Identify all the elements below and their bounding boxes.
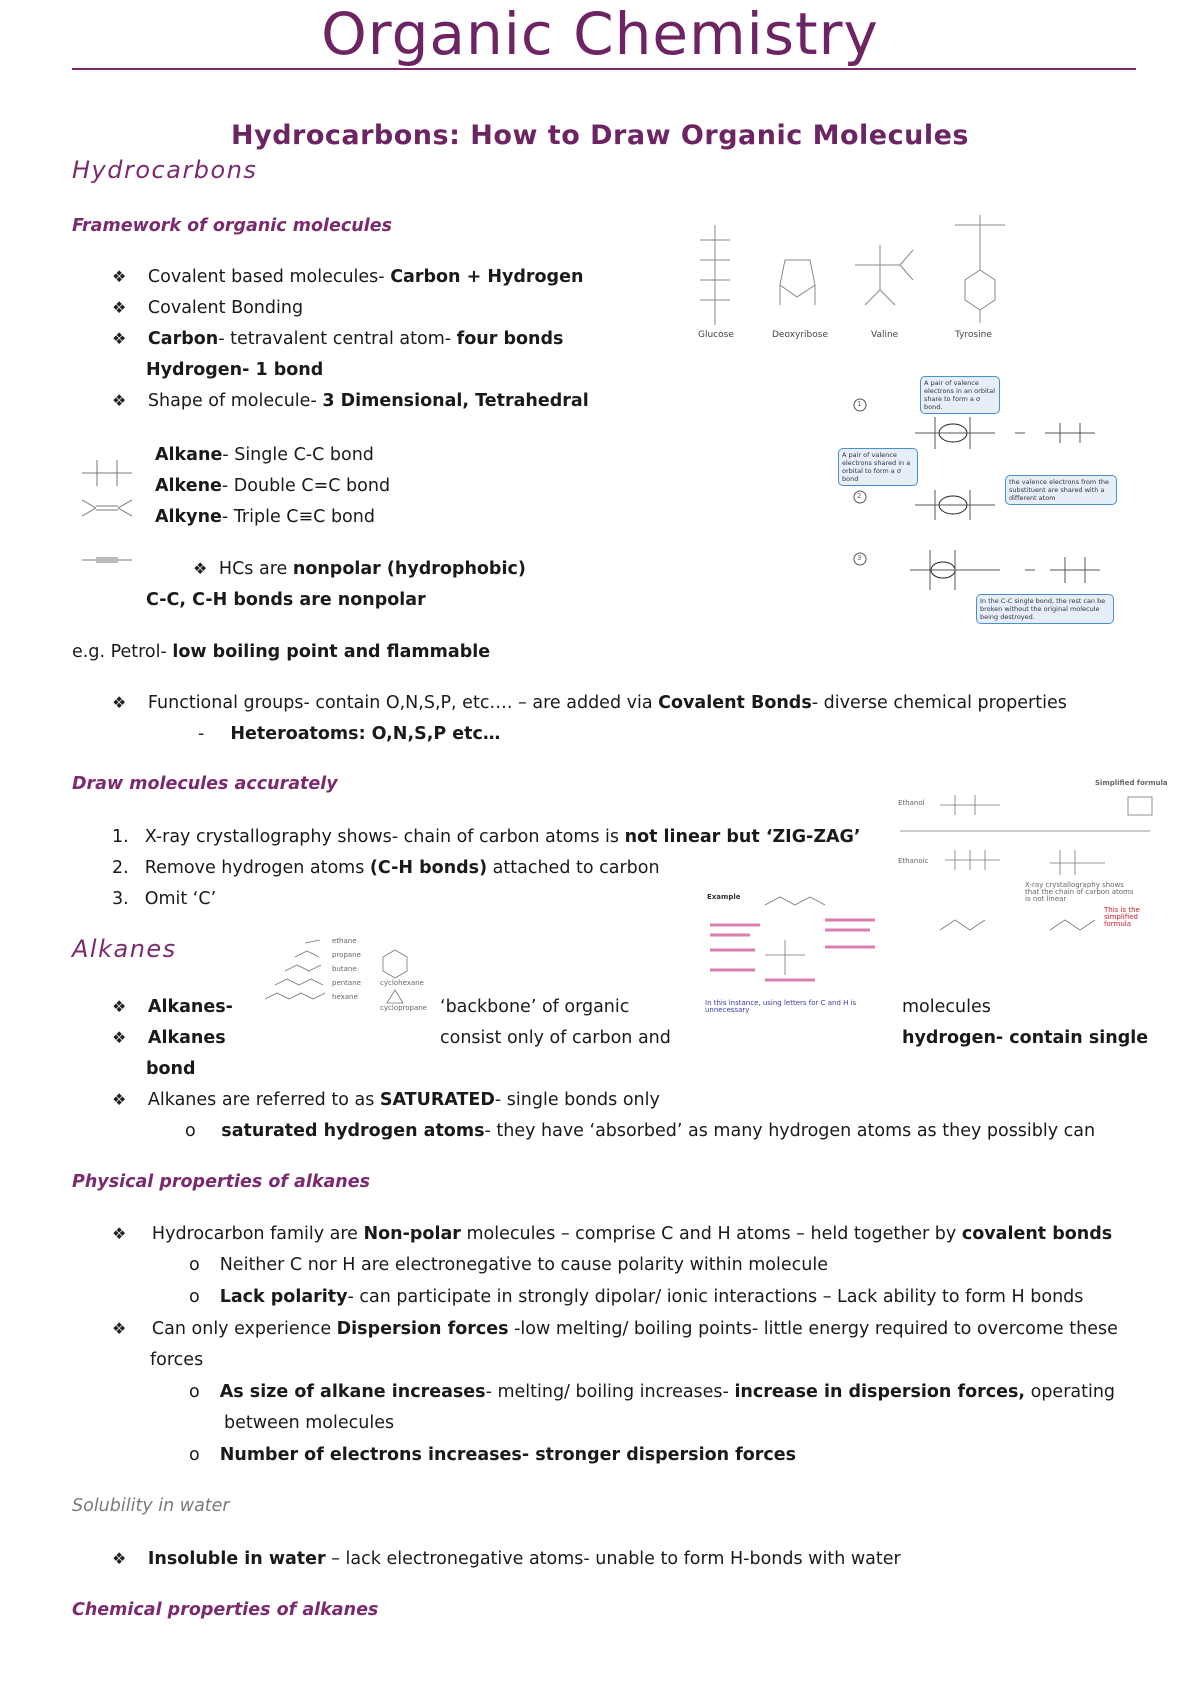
- list-item: ❖ Carbon- tetravalent central atom- four bonds: [112, 329, 564, 349]
- chain-label: propane: [332, 951, 361, 959]
- title-rule: [72, 68, 1136, 70]
- alkanes-bond-text: bond: [146, 1059, 196, 1079]
- list-item: ❖ Can only experience Dispersion forces -low melting/ boiling points- little energy required to overcome these: [112, 1319, 1118, 1339]
- chain-label: hexane: [332, 993, 358, 1001]
- alkanes-molecules-text: molecules: [902, 997, 991, 1017]
- note-simplified: This is the simplified formula: [1104, 906, 1140, 928]
- alkene-line: Alkene- Double C=C bond: [155, 476, 391, 496]
- diamond-bullet-icon: ❖: [112, 1028, 127, 1047]
- list-item: ❖ Shape of molecule- 3 Dimensional, Tetrahedral: [112, 391, 589, 411]
- biomolecules-figure: [685, 205, 1030, 345]
- heading-chemical-properties: Chemical properties of alkanes: [72, 1600, 379, 1620]
- alkanes-consist-text: consist only of carbon and: [440, 1028, 671, 1048]
- alkane-chains-figure: [265, 935, 445, 1015]
- list-item: C-C, C-H bonds are nonpolar: [146, 590, 426, 610]
- simplified-formula-figure: [900, 785, 1160, 955]
- diamond-bullet-icon: ❖: [112, 1224, 127, 1243]
- note-xray: X-ray crystallography shows that the chain of carbon atoms is not linear: [1025, 881, 1134, 903]
- step-2-label: 2: [857, 492, 862, 500]
- caption-deoxyribose: Deoxyribose: [772, 330, 828, 340]
- example-footer: In this instance, using letters for C and H is unnecessary: [705, 999, 857, 1014]
- row-ethanol-label: Ethanol: [898, 799, 925, 807]
- alkane-line: Alkane- Single C-C bond: [155, 445, 374, 465]
- alkyne-line: Alkyne- Triple C≡C bond: [155, 507, 375, 527]
- list-item: ❖ Covalent based molecules- Carbon + Hydrogen: [112, 267, 584, 287]
- simplified-formula-header: Simplified formula: [1095, 779, 1168, 787]
- sub-list-item: o Neither C nor H are electronegative to cause polarity within molecule: [189, 1255, 828, 1275]
- list-item: ❖ Insoluble in water – lack electronegative atoms- unable to form H-bonds with water: [112, 1549, 901, 1569]
- section-subtitle: Hydrocarbons: How to Draw Organic Molecules: [231, 120, 969, 151]
- heading-draw-molecules: Draw molecules accurately: [72, 774, 338, 794]
- step-1-label: 1: [857, 400, 862, 408]
- list-item: ❖ Alkanes-: [112, 997, 233, 1017]
- caption-valine: Valine: [871, 330, 899, 340]
- list-item: Hydrogen- 1 bond: [146, 360, 324, 380]
- ring-label: cyclopropane: [380, 1004, 427, 1012]
- example-label: Example: [707, 893, 741, 901]
- list-item: - Heteroatoms: O,N,S,P etc…: [198, 724, 501, 744]
- list-item: 2. Remove hydrogen atoms (C-H bonds) attached to carbon: [112, 858, 660, 878]
- heading-solubility: Solubility in water: [72, 1496, 230, 1516]
- sub-list-item: o saturated hydrogen atoms- they have ‘absorbed’ as many hydrogen atoms as they possibly can: [185, 1121, 1096, 1141]
- sub-list-item-continuation: between molecules: [224, 1413, 395, 1433]
- hydrocarbon-structures-figure: [72, 448, 162, 568]
- callout-single-bond: In the C-C single bond, the rest can be broken without the original molecule being destroyed.: [976, 594, 1114, 624]
- callout-sigma-bond: A pair of valence electrons in an orbital share to form a σ bond.: [920, 376, 1000, 414]
- chain-label: butane: [332, 965, 357, 973]
- example-figure: [705, 885, 885, 995]
- caption-tyrosine: Tyrosine: [955, 330, 992, 340]
- example-line: e.g. Petrol- low boiling point and flammable: [72, 642, 491, 662]
- diamond-bullet-icon: ❖: [112, 1090, 127, 1109]
- callout-valence-pair: A pair of valence electrons shared in a orbital to form a σ bond: [838, 448, 918, 486]
- list-item: 3. Omit ‘C’: [112, 889, 217, 909]
- list-item: ❖ Functional groups- contain O,N,S,P, etc…. – are added via Covalent Bonds- diverse chemical properties: [112, 693, 1067, 713]
- sub-list-item: o Lack polarity- can participate in strongly dipolar/ ionic interactions – Lack ability to form H bonds: [189, 1287, 1084, 1307]
- chain-label: pentane: [332, 979, 361, 987]
- list-item: ❖ Alkanes: [112, 1028, 226, 1048]
- heading-physical-properties: Physical properties of alkanes: [72, 1172, 371, 1192]
- diamond-bullet-icon: ❖: [112, 1319, 127, 1338]
- list-item: 1. X-ray crystallography shows- chain of carbon atoms is not linear but ‘ZIG-ZAG’: [112, 827, 861, 847]
- sub-list-item: o Number of electrons increases- stronger dispersion forces: [189, 1445, 797, 1465]
- heading-framework: Framework of organic molecules: [72, 216, 393, 236]
- caption-glucose: Glucose: [698, 330, 734, 340]
- list-item-continuation: forces: [150, 1350, 204, 1370]
- diamond-bullet-icon: ❖: [112, 693, 127, 712]
- page-title: Organic Chemistry: [321, 0, 879, 68]
- row-ethanoic-label: Ethanoic: [898, 857, 929, 865]
- diamond-bullet-icon: ❖: [112, 329, 127, 348]
- ring-label: cyclohexane: [380, 979, 424, 987]
- diamond-bullet-icon: ❖: [112, 391, 127, 410]
- list-item: ❖ Covalent Bonding: [112, 298, 304, 318]
- step-3-label: 3: [857, 554, 862, 562]
- list-item: ❖ Hydrocarbon family are Non-polar molecules – comprise C and H atoms – held together by covalent bonds: [112, 1224, 1113, 1244]
- diamond-bullet-icon: ❖: [112, 267, 127, 286]
- diamond-bullet-icon: ❖: [112, 997, 127, 1016]
- heading-hydrocarbons: Hydrocarbons: [72, 156, 258, 184]
- chain-label: ethane: [332, 937, 357, 945]
- diamond-bullet-icon: ❖: [112, 1549, 127, 1568]
- diamond-bullet-icon: ❖: [112, 298, 127, 317]
- list-item: ❖ HCs are nonpolar (hydrophobic): [193, 559, 526, 579]
- diamond-bullet-icon: ❖: [193, 559, 208, 578]
- heading-alkanes: Alkanes: [72, 935, 177, 963]
- alkanes-backbone-text: ‘backbone’ of organic: [440, 997, 630, 1017]
- alkanes-hydrogen-text: hydrogen- contain single: [902, 1028, 1149, 1048]
- list-item: ❖ Alkanes are referred to as SATURATED- single bonds only: [112, 1090, 660, 1110]
- callout-substituent: the valence electrons from the substituent are shared with a different atom: [1005, 475, 1117, 505]
- sub-list-item: o As size of alkane increases- melting/ boiling increases- increase in dispersion forces, operating: [189, 1382, 1116, 1402]
